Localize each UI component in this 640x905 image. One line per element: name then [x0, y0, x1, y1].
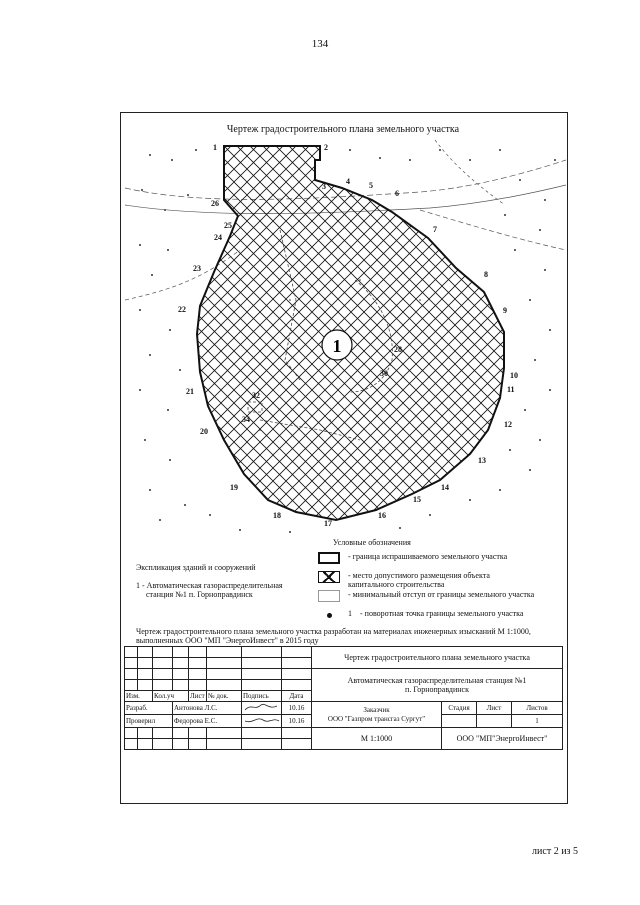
point-label: 23 — [193, 264, 201, 273]
legend-text: - граница испрашиваемого земельного участка — [348, 552, 508, 561]
point-label: 9 — [503, 306, 507, 315]
legend-row-boundary — [318, 552, 564, 571]
title-block-object — [312, 669, 563, 702]
explication-item — [136, 581, 283, 599]
point-label: 4 — [346, 177, 350, 186]
sheet-of-label: лист 2 из 5 — [532, 846, 578, 857]
feature-label: 34 — [242, 415, 250, 424]
title-block — [124, 646, 563, 750]
legend-row-turning-point — [318, 609, 564, 628]
point-label: 25 — [224, 221, 232, 230]
explication-item-line2: станция №1 п. Горноправдинск — [146, 590, 253, 599]
date-checker: 10.16 — [282, 715, 312, 728]
header-doc-no: № док. — [207, 691, 242, 702]
title-block-drawing-name: Чертеж градостроительного плана земельного участка — [312, 647, 563, 669]
scale: М 1:1000 — [312, 728, 442, 750]
point-symbol — [318, 609, 340, 621]
point-label: 26 — [211, 199, 219, 208]
land-plot-boundary — [197, 146, 504, 520]
customer-name: ООО "Газпром трансгаз Сургут" — [327, 714, 426, 723]
note-line: Чертеж градостроительного плана земельного участка разработан на материалах инженерных изысканий М 1:1000, — [136, 627, 531, 636]
role-checker: Проверил — [125, 715, 173, 728]
header-izm: Изм. — [125, 691, 153, 702]
feature-label: 32 — [252, 391, 260, 400]
header-date: Дата — [282, 691, 312, 702]
legend-text: - поворотная точка границы земельного участка — [360, 609, 524, 618]
legend-text: - место допустимого размещения объекта — [348, 571, 490, 580]
point-label: 20 — [200, 427, 208, 436]
legend-list — [318, 552, 564, 628]
legend-point-prefix: 1 — [348, 609, 352, 618]
header-list: Лист — [190, 692, 205, 700]
name-developer: Антонова Л.С. — [173, 702, 242, 715]
signature-checker — [242, 715, 282, 728]
point-label: 19 — [230, 483, 238, 492]
feature-label: 28 — [394, 345, 402, 354]
point-label: 15 — [413, 495, 421, 504]
note-line: выполненных ООО "МП "ЭнергоИнвест" в 2015 году — [136, 636, 319, 645]
point-label: 5 — [369, 181, 373, 190]
legend-text: - минимальный отступ от границы земельного участка — [348, 590, 535, 599]
point-label: 10 — [510, 371, 518, 380]
point-label: 13 — [478, 456, 486, 465]
handwritten-signature — [243, 715, 281, 725]
drawing-title: Чертеж градостроительного плана земельного участка — [226, 124, 460, 135]
point-label: 7 — [433, 225, 437, 234]
point-label: 11 — [507, 385, 515, 394]
hatch-symbol — [318, 571, 340, 583]
legend-text: капитального строительства — [348, 580, 445, 589]
feature-label: 30 — [380, 369, 388, 378]
header-kol-uch: Кол.уч — [153, 691, 189, 702]
point-label: 2 — [324, 143, 328, 152]
legend-row-setback — [318, 590, 564, 609]
boundary-symbol — [318, 552, 340, 564]
point-label: 18 — [273, 511, 281, 520]
sheets-value: 1 — [512, 715, 563, 728]
point-label: 24 — [214, 233, 222, 242]
legend-row-placement — [318, 571, 564, 590]
stage-value — [442, 715, 477, 728]
object-line1: Автоматическая газораспределительная станция №1 — [347, 676, 527, 685]
header-signature: Подпись — [242, 691, 282, 702]
point-label: 8 — [484, 270, 488, 279]
handwritten-signature — [243, 702, 281, 712]
point-label: 17 — [324, 519, 332, 528]
customer-block — [312, 702, 442, 728]
point-label: 16 — [378, 511, 386, 520]
explication-title: Экспликация зданий и сооружений — [136, 563, 256, 572]
company: ООО "МП"ЭнергоИнвест" — [442, 728, 563, 750]
role-developer: Разраб. — [125, 702, 173, 715]
object-line2: п. Горноправдинск — [405, 685, 469, 694]
point-label: 3 — [322, 182, 326, 191]
point-label: 14 — [441, 483, 449, 492]
point-label: 21 — [186, 387, 194, 396]
point-label: 22 — [178, 305, 186, 314]
sheet-header: Лист — [477, 702, 512, 715]
name-checker: Федорова Е.С. — [173, 715, 242, 728]
signature-developer — [242, 702, 282, 715]
sheet-value — [477, 715, 512, 728]
stage-header: Стадия — [442, 702, 477, 715]
setback-symbol — [318, 590, 340, 602]
date-developer: 10.16 — [282, 702, 312, 715]
explication-item-line1: 1 - Автоматическая газораспределительная — [136, 581, 283, 590]
legend-title: Условные обозначения — [333, 538, 411, 547]
point-label: 6 — [395, 189, 399, 198]
plot-number-label: 1 — [332, 336, 342, 356]
sheets-header: Листов — [512, 702, 563, 715]
customer-label: Заказчик — [363, 705, 390, 714]
source-note — [136, 627, 566, 645]
point-label: 1 — [213, 143, 217, 152]
page-number: 134 — [311, 38, 329, 50]
point-label: 12 — [504, 420, 512, 429]
